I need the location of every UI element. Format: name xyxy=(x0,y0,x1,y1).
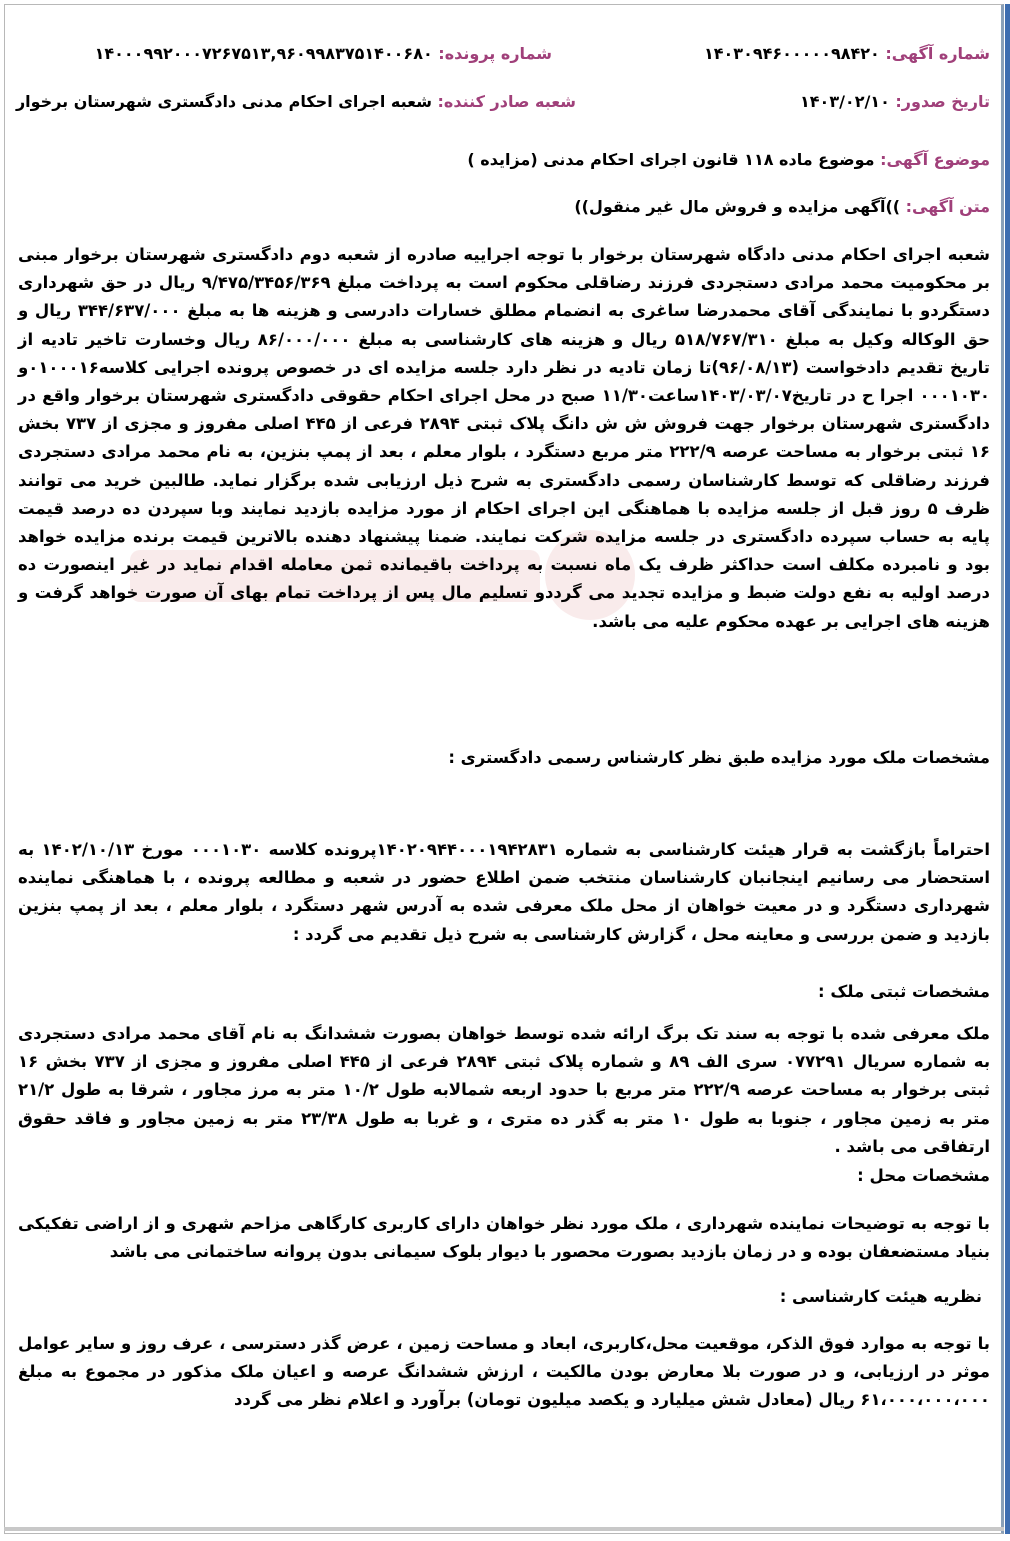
location-heading: مشخصات محل : xyxy=(857,1166,990,1185)
opinion-paragraph: با توجه به موارد فوق الذکر، موقعیت محل،کاربری، ابعاد و مساحت زمین ، عرض گذر دسترسی ، عرف روز و سایر عوامل موثر در ارزیابی، و در صورت بلا معارض بودن مالکیت ، ارزش ششدانگ عرصه و اعیان ملک مذکور در مجموع به مبلغ ۶۱،۰۰۰،۰۰۰،۰۰۰ ریال (معادل شش میلیارد و یکصد میلیون تومان) برآورد و اعلام نظر می گردد xyxy=(18,1334,990,1410)
expert-paragraph: احتراماً بازگشت به قرار هیئت کارشناسی به شماره ۱۴۰۲۰۹۴۴۰۰۰۱۹۴۲۸۳۱پرونده کلاسه ۰۰۰۱۰۳۰ مورخ ۱۴۰۲/۱۰/۱۳ به استحضار می رسانیم اینجانبان کارشناسان منتخب ضمن اطلاع حضور در شعبه و مطالعه پرونده ، با هماهنگی نماینده شهرداری دستگرد و در معیت خواهان از محل ملک معرفی شده به آدرس شهر دستگرد ، بلوار معلم ، بعد از پمپ بنزین بازدید و ضمن بررسی و معاینه محل ، گزارش کارشناسی به شرح ذیل تقدیم می گردد : xyxy=(18,840,991,944)
case-number-label: شماره پرونده: xyxy=(438,44,552,63)
text-title: ))آگهی مزایده و فروش مال غیر منقول)) xyxy=(574,197,901,216)
text-title-row xyxy=(574,197,990,216)
scrollbar[interactable] xyxy=(1005,4,1010,1534)
issue-date-row xyxy=(800,92,990,111)
main-paragraph: شعبه اجرای احکام مدنی دادگاه شهرستان برخوار با توجه اجراییه صادره از شعبه دوم دادگستری شهرستان برخوار مبنی بر محکومیت محمد مرادی دستجردی فرزند رضاقلی محکوم است به پرداخت مبلغ ۹/۴۷۵/۳۴۵۶/۳۶۹ ریال در حق شهرداری دستگردو با نمایندگی آقای محمدرضا ساغری به انضمام مطلق خسارات دادرسی و هزینه ها به مبلغ ۳۴۴/۶۳۷/۰۰۰ ریال و حق الوکاله وکیل به مبلغ ۵۱۸/۷۶۷/۳۱۰ ریال و هزینه های کارشناسی به مبلغ ۸۶/۰۰۰/۰۰۰ ریال وخسارت تاخیر تادیه از تاریخ تقدیم دادخواست (۹۶/۰۸/۱۳)تا زمان تادیه در نظر دارد جلسه مزایده ای در خصوص پرونده اجرایی کلاسه۰۱۰۰۰۱۶و ۰۰۰۱۰۳۰ اجرا ح در تاریخ۱۴۰۳/۰۳/۰۷ساعت۱۱/۳۰ صبح در محل اجرای احکام حقوقی دادگستری شهرستان برخوار واقع در دادگستری شهرستان برخوار جهت فروش ش ش دانگ پلاک ثبتی ۲۸۹۴ فرعی از ۴۴۵ اصلی مفروز و مجزی از ۷۳۷ بخش ۱۶ ثبتی برخوار به مساحت عرصه ۲۲۲/۹ متر مربع دستگرد ، بلوار معلم ، بعد از پمپ بنزین، به نام محمد مرادی دستجردی فرزند رضاقلی که توسط کارشناسان رسمی دادگستری به شرح ذیل ارزیابی شده برگزار نماید. طالبین خرید می توانند ظرف ۵ روز قبل از جلسه مزایده با هماهنگی این اجرای احکام از مورد مزایده بازدید نمایند وبا سپردن ده درصد قیمت پایه به حساب سپرده دادگستری در جلسه مزایده شرکت نمایند. ضمنا پیشنهاد دهنده بالاترین قیمت برنده مزایده خواهد بود و نامبرده مکلف است حداکثر ظرف یک ماه نسبت به پرداخت باقیمانده ثمن معامله اقدام نماید در غیر اینصورت ده درصد اولیه به نفع دولت ضبط و مزایده تجدید می گرددو تسلیم مال پس از پرداخت تمام بهای آن صورت خواهد گرفت و هزینه های اجرایی بر عهده محکوم علیه می باشد. xyxy=(18,245,991,631)
issue-date-label: تاریخ صدور: xyxy=(895,92,990,111)
issue-date-value: ۱۴۰۳/۰۲/۱۰ xyxy=(800,92,890,111)
case-number-value: ۱۴۰۰۰۹۹۲۰۰۰۷۲۶۷۵۱۳,۹۶۰۹۹۸۳۷۵۱۴۰۰۶۸۰ xyxy=(94,44,433,63)
bottom-divider xyxy=(4,1527,1004,1531)
issuer-row xyxy=(16,92,576,111)
subject-value: موضوع ماده ۱۱۸ قانون اجرای احکام مدنی (مزایده ) xyxy=(467,150,875,169)
issuer-value: شعبه اجرای احکام مدنی دادگستری شهرستان برخوار xyxy=(15,92,432,111)
issuer-label: شعبه صادر کننده: xyxy=(437,92,576,111)
registry-paragraph: ملک معرفی شده با توجه به سند تک برگ ارائه شده توسط خواهان بصورت ششدانگ به نام آقای محمد مرادی دستجردی به شماره سریال ۰۷۷۲۹۱ سری الف ۸۹ و شماره پلاک ثبتی ۲۸۹۴ فرعی از ۴۴۵ اصلی مفروز و مجزی از ۷۳۷ بخش ۱۶ ثبتی برخوار به مساحت عرصه ۲۲۲/۹ متر مربع با حدود اربعه شمالابه طول ۱۰/۲ متر به مرز مجاور ، شرقا به طول ۲۱/۲ متر به زمین مجاور ، جنوبا به طول ۱۰ متر به گذر ده متری ، و غربا به طول ۲۳/۳۸ متر به زمین مجاور و فاقد حقوق ارتفاقی می باشد . xyxy=(18,1024,991,1156)
registry-heading: مشخصات ثبتی ملک : xyxy=(818,982,990,1001)
specs-heading: مشخصات ملک مورد مزایده طبق نظر کارشناس رسمی دادگستری : xyxy=(448,748,990,767)
notice-number-label: شماره آگهی: xyxy=(885,44,990,63)
text-label: متن آگهی: xyxy=(905,197,990,216)
opinion-heading: نظریه هیئت کارشناسی : xyxy=(779,1287,982,1306)
subject-label: موضوع آگهی: xyxy=(880,150,990,169)
case-number-row xyxy=(95,44,552,63)
location-paragraph: با توجه به توضیحات نماینده شهرداری ، ملک مورد نظر خواهان دارای کاربری کارگاهی مزاحم شهری و از اراضی تفکیکی بنیاد مستضعفان بوده و در زمان بازدید بصورت محصور با دیوار بلوک سیمانی بدون پروانه ساختمانی می باشد xyxy=(18,1214,990,1262)
notice-number-row xyxy=(704,44,990,63)
notice-number-value: ۱۴۰۳۰۹۴۶۰۰۰۰۰۹۸۴۲۰ xyxy=(704,44,880,63)
subject-row xyxy=(467,150,990,169)
